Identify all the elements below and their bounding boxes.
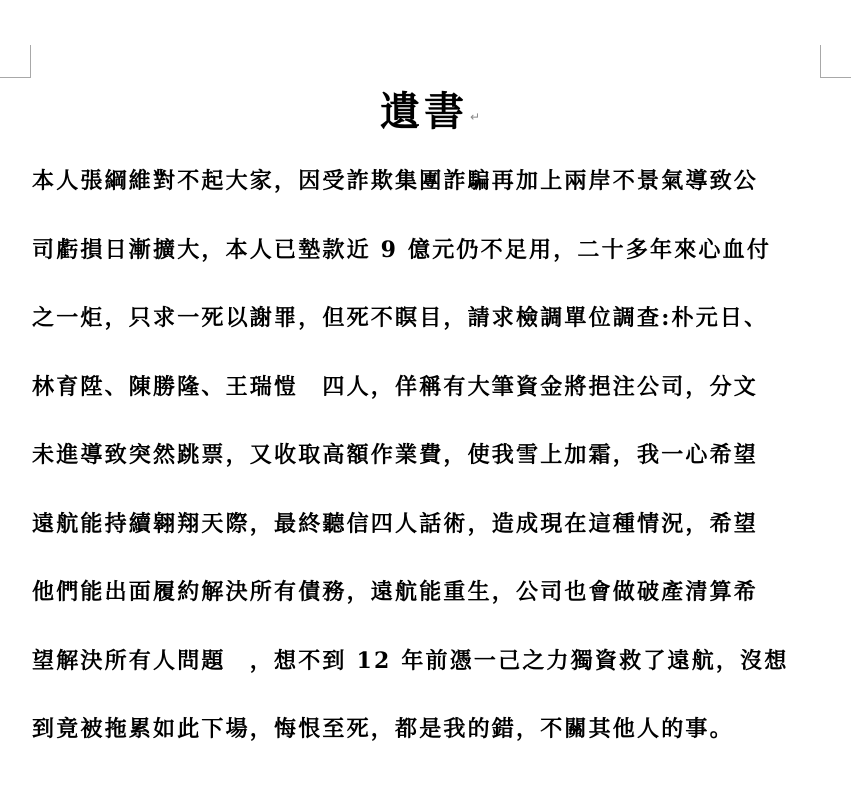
margin-corner-top-left [0, 45, 31, 78]
text-line[interactable]: 司虧損日漸擴大，本人已墊款近 9 億元仍不足用，二十多年來心血付 [32, 236, 772, 263]
document-title[interactable]: 遺書 [379, 88, 468, 135]
text-line[interactable]: 林育陞、陳勝隆、王瑞愷 四人，佯稱有大筆資金將挹注公司，分文 [32, 373, 759, 400]
text-line[interactable]: 未進導致突然跳票，又收取高額作業費，使我雪上加霜，我一心希望 [32, 442, 759, 468]
text-line[interactable]: 本人張綱維對不起大家，因受詐欺集團詐騙再加上兩岸不景氣導致公 [32, 168, 759, 194]
title-block [0, 84, 860, 140]
text-line[interactable]: 望解決所有人問題 ，想不到 12 年前憑一己之力獨資救了遠航，沒想 [32, 647, 789, 674]
letter-body[interactable] [32, 161, 832, 778]
margin-corner-top-right [820, 45, 851, 78]
text-line[interactable]: 之一炬，只求一死以謝罪，但死不瞑目，請求檢調單位調查:朴元日、 [32, 305, 769, 331]
text-line[interactable]: 他們能出面履約解決所有債務，遠航能重生，公司也會做破產清算希 [32, 579, 759, 605]
text-line[interactable]: 到竟被拖累如此下場，悔恨至死，都是我的錯，不關其他人的事。 [32, 716, 734, 742]
paragraph-mark-icon: ↵ [469, 110, 481, 124]
text-line[interactable]: 遠航能持續翱翔天際，最終聽信四人話術，造成現在這種情況，希望 [32, 510, 759, 537]
